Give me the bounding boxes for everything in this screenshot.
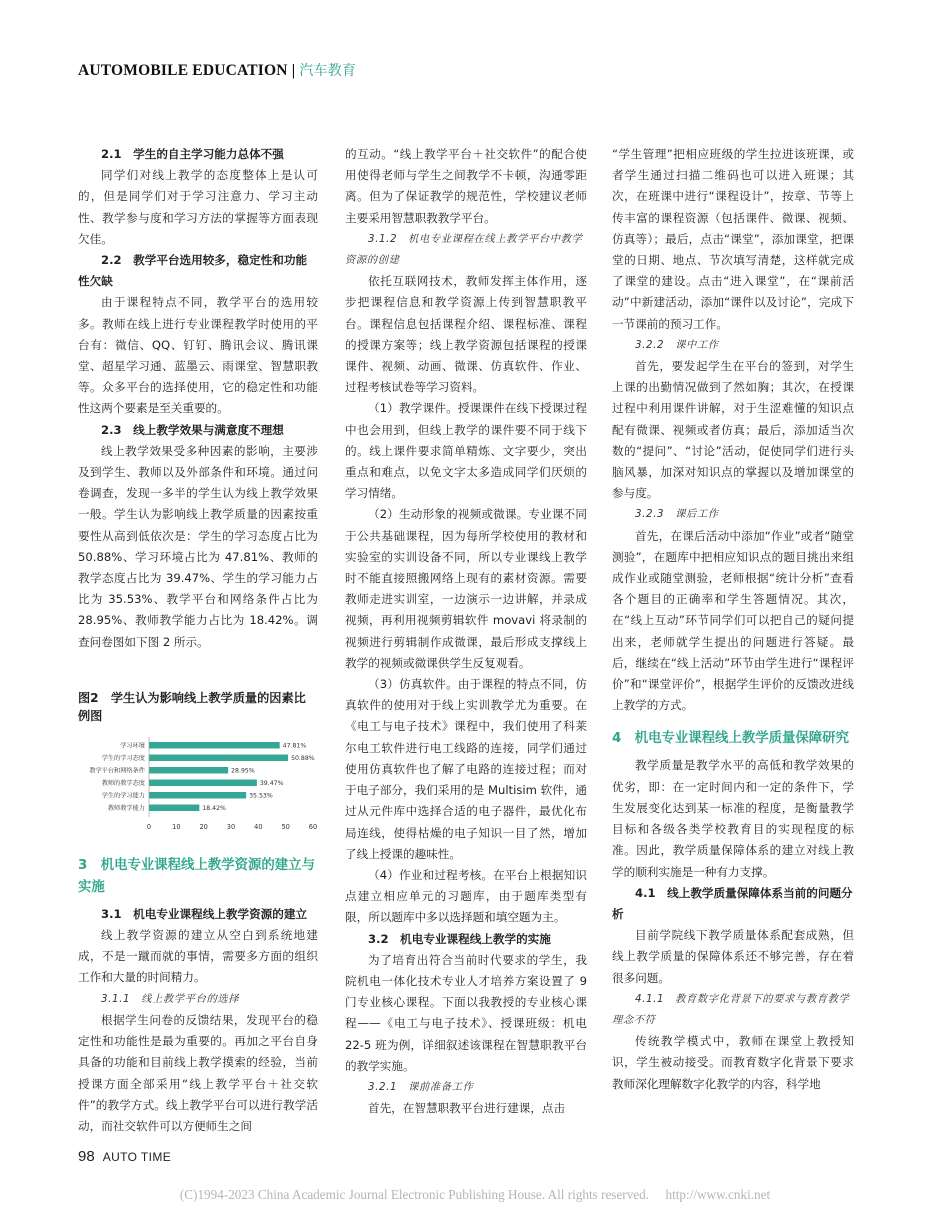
section-3-1-2-heading: 3.1.2 机电专业课程在线上教学平台中教学资源的创建 (345, 232, 583, 267)
figure-2-title: 图2 学生认为影响线上教学质量的因素比例图 (78, 690, 306, 723)
item-4-paragraph: （4）作业和过程考核。在平台上根据知识点建立相应单元的习题库，由于题库类型有限，所以题库中多以选择题和填空题为主。 (345, 867, 587, 925)
journal-name-cn: 汽车教育 (299, 63, 357, 79)
section-3-1-heading: 3.1 机电专业课程线上教学资源的建立 (101, 906, 308, 921)
x-tick-label: 10 (172, 822, 181, 831)
column-1 (78, 144, 318, 1137)
data-label: 39.47% (259, 779, 284, 787)
section-4-paragraph: 教学质量是教学水平的高低和教学效果的优劣，即：在一定时间内和一定的条件下，学生发展变化达到某一标准的程度，是衡量教学目标和各级各类学校教育目的实现程度的标准。因此，教学质量保障体系的建立对线上教学的顺利实施是一种有力支撑。 (612, 758, 854, 879)
x-tick-label: 50 (281, 822, 290, 831)
item-3-paragraph: （3）仿真软件。由于课程的特点不同，仿真软件的使用对于线上实训教学尤为重要。在《电工与电子技术》课程中，我们使用了科莱尔电工软件进行电工线路的连接，同学们通过使用仿真软件也了解了电路的连接过程；而对于电子部分，我们采用的是 Multisim 软件，通过从元件库中选择合适的电子器件，最优化布局连线，使得枯燥的电子知识一目了然，增加了线上授课的趣味性。 (345, 677, 587, 861)
journal-header (78, 60, 356, 82)
section-2-2-heading: 2.2 教学平台选用较多，稳定性和功能性欠缺 (78, 253, 308, 289)
section-4-1-paragraph: 目前学院线下教学质量体系配套成熟，但线上教学质量的保障体系还不够完善，存在着很多问题。 (612, 928, 854, 985)
section-2-3-paragraph: 线上教学效果受多种因素的影响，主要涉及到学生、教师以及外部条件和环境。通过问卷调查，发现一多半的学生认为线上教学效果一般。学生认为影响线上教学质量的因素按重要性从高到低依次是：学生的学习态度占比为 50.88%、学习环境占比为 47.81%、教师的教学态度占比为 39.47%、学生的学习能力占比为 35.53%、教学平台和网络条件占比为 28.95%、教师教学能力占比为 18.42%。调查问卷图如下图 2 所示。 (78, 443, 318, 649)
section-3-2-2-heading: 3.2.2 课中工作 (635, 338, 719, 351)
section-2-3-heading: 2.3 线上教学效果与满意度不理想 (101, 422, 284, 437)
x-tick-label: 30 (226, 822, 236, 831)
section-4-1-1-heading: 4.1.1 教育数字化背景下的要求与教育教学理念不符 (612, 992, 850, 1026)
section-4-1-heading: 4.1 线上教学质量保障体系当前的问题分析 (612, 885, 853, 921)
category-label: 学习环境 (120, 742, 145, 750)
section-3-2-paragraph: 为了培育出符合当前时代要求的学生，我院机电一体化技术专业人才培养方案设置了 9 门专业核心课程。下面以我教授的专业核心课程——《电工与电子技术》、授课班级：机电 22-5 班为例，详细叙述该课程在智慧职教平台的教学实施。 (345, 952, 587, 1073)
data-label: 35.53% (249, 792, 273, 800)
data-label: 18.42% (202, 804, 226, 812)
section-3-heading: 3 机电专业课程线上教学资源的建立与实施 (78, 857, 315, 895)
data-label: 50.88% (291, 754, 315, 762)
category-label: 学生的学习态度 (101, 754, 145, 762)
continued-paragraph: 的互动。“线上教学平台＋社交软件”的配合使用使得老师与学生之间教学不卡顿，沟通零距离。但为了保证教学的规范性，学校建议老师主要采用智慧职教教学平台。 (345, 147, 587, 225)
section-3-2-1-paragraph: 首先，在智慧职教平台进行建课，点击 (368, 1101, 566, 1116)
continued-paragraph: “学生管理”把相应班级的学生拉进该班课，或者学生通过扫描二维码也可以进入班课；其次，在班课中进行“课程设计”，按章、节等上传丰富的课程资源（包括课件、微课、视频、仿真等）；最后，点击“课堂”，添加课堂，把课堂的日期、地点、节次填写清楚，这样就完成了课堂的建设。点击“进入课堂”，在“课前活动”中新建活动，添加“课件以及讨论”，完成下一节课前的预习工作。 (612, 147, 854, 331)
section-2-1-paragraph: 同学们对线上教学的态度整体上是认可的，但是同学们对于学习注意力、学习主动性、教学参与度和学习方法的掌握等方面表现欠佳。 (78, 168, 318, 246)
category-label: 教学平台和网络条件 (89, 767, 145, 775)
header-separator: | (291, 62, 296, 79)
section-4-heading: 4 机电专业课程线上教学质量保障研究 (612, 731, 849, 747)
category-label: 教师教学能力 (107, 804, 145, 812)
x-tick-label: 40 (254, 822, 263, 831)
bar (149, 767, 228, 774)
section-3-1-1-heading: 3.1.1 线上教学平台的选择 (101, 992, 240, 1005)
section-3-1-1-paragraph: 根据学生问卷的反馈结果，发现平台的稳定性和功能性是最为重要的。再加之平台自身具备的功能和目前线上教学摸索的经验，当前授课方面全部采用“线上教学平台＋社交软件”的教学方式。线上教学平台可以进行教学活动，而社交软件可以方便师生之间 (78, 1012, 318, 1133)
section-2-1-heading: 2.1 学生的自主学习能力总体不强 (101, 147, 284, 161)
bar (149, 804, 199, 811)
bar (149, 754, 288, 761)
section-3-1-paragraph: 线上教学资源的建立从空白到系统地建成，不是一蹴而就的事情，需要多方面的组织工作和大量的时间精力。 (78, 928, 318, 985)
section-4-1-1-paragraph: 传统教学模式中，教师在课堂上教授知识，学生被动接受。而教育数字化背景下要求教师深化理解数字化教学的内容，科学地 (612, 1034, 854, 1091)
figure-2-bar-chart (76, 733, 324, 843)
section-3-2-1-heading: 3.2.1 课前准备工作 (368, 1080, 474, 1093)
section-3-2-3-heading: 3.2.3 课后工作 (635, 508, 719, 521)
section-2-2-paragraph: 由于课程特点不同，教学平台的选用较多。教师在线上进行专业课程教学时使用的平台有：微信、QQ、钉钉、腾讯会议、腾讯课堂、超星学习通、蓝墨云、雨课堂、智慧职教等。众多平台的选择使用，它的稳定性和功能性这两个要素是至关重要的。 (78, 295, 318, 416)
bar (149, 779, 257, 786)
data-label: 47.81% (282, 742, 307, 750)
x-tick-label: 20 (199, 822, 208, 831)
item-1-paragraph: （1）教学课件。授课课件在线下授课过程中也会用到，但线上教学的课件要不同于线下的。线上课件要求简单精炼、文字要少，突出重点和难点，以免文字太多造成同学们厌烦的学习情绪。 (345, 401, 587, 501)
page-number: 98 (78, 1148, 95, 1165)
x-tick-label: 0 (146, 822, 152, 831)
category-label: 学生的学习能力 (101, 792, 145, 800)
section-3-2-3-paragraph: 首先，在课后活动中添加“作业”或者“随堂测验”，在题库中把相应知识点的题目挑出来组成作业或随堂测验，老师根据“统计分析”查看各个题目的正确率和学生答题情况。其次，在“线上互动”环节同学们可以把自己的疑问提出来，老师就学生提出的问题进行答疑。最后，继续在“线上活动”环节由学生进行“课程评价”和“课堂评价”，根据学生评价的反馈改进线上教学的方式。 (612, 528, 854, 713)
section-3-2-2-paragraph: 首先，要发起学生在平台的签到，对学生上课的出勤情况做到了然如胸；其次，在授课过程中利用课件讲解，对于生涩难懂的知识点配有微课、视频或者仿真；最后，添加适当次数的“提问”、“讨论”活动，促使同学们进行头脑风暴，加深对知识点的掌握以及增加课堂的参与度。 (612, 359, 854, 501)
x-tick-label: 60 (308, 822, 318, 831)
section-3-2-heading: 3.2 机电专业课程线上教学的实施 (368, 931, 551, 946)
category-label: 教师的教学态度 (101, 779, 145, 787)
bar (149, 792, 246, 799)
data-label: 28.95% (231, 767, 255, 775)
copyright-notice: (C)1994-2023 China Academic Journal Electronic Publishing House. All rights reserved. http://www.cnki.net (179, 1187, 771, 1202)
magazine-name: AUTO TIME (102, 1150, 172, 1164)
journal-name-en: AUTOMOBILE EDUCATION (78, 62, 288, 79)
column-2 (345, 144, 587, 1119)
item-2-paragraph: （2）生动形象的视频或微课。专业课不同于公共基础课程，因为每所学校使用的教材和实验室的实训设备不同，所以专业课线上教学时不能直接照搬网络上现有的素材资源。需要教师走进实训室，一边演示一边讲解，并录成视频，再利用视频剪辑软件 movavi 将录制的视频进行剪辑制作成微课，最后形成支撑线上教学的视频或微课供学生反复观看。 (345, 507, 587, 670)
page-footer (78, 1148, 171, 1165)
bar (149, 742, 280, 749)
column-3 (612, 144, 854, 1095)
section-3-1-2-paragraph: 依托互联网技术，教师发挥主体作用，逐步把课程信息和教学资源上传到智慧职教平台。课程信息包括课程介绍、课程标准、课程的授课方案等；线上教学资源包括课程的授课课件、视频、动画、微课、仿真软件、作业、过程考核试卷等学习资料。 (345, 274, 587, 395)
